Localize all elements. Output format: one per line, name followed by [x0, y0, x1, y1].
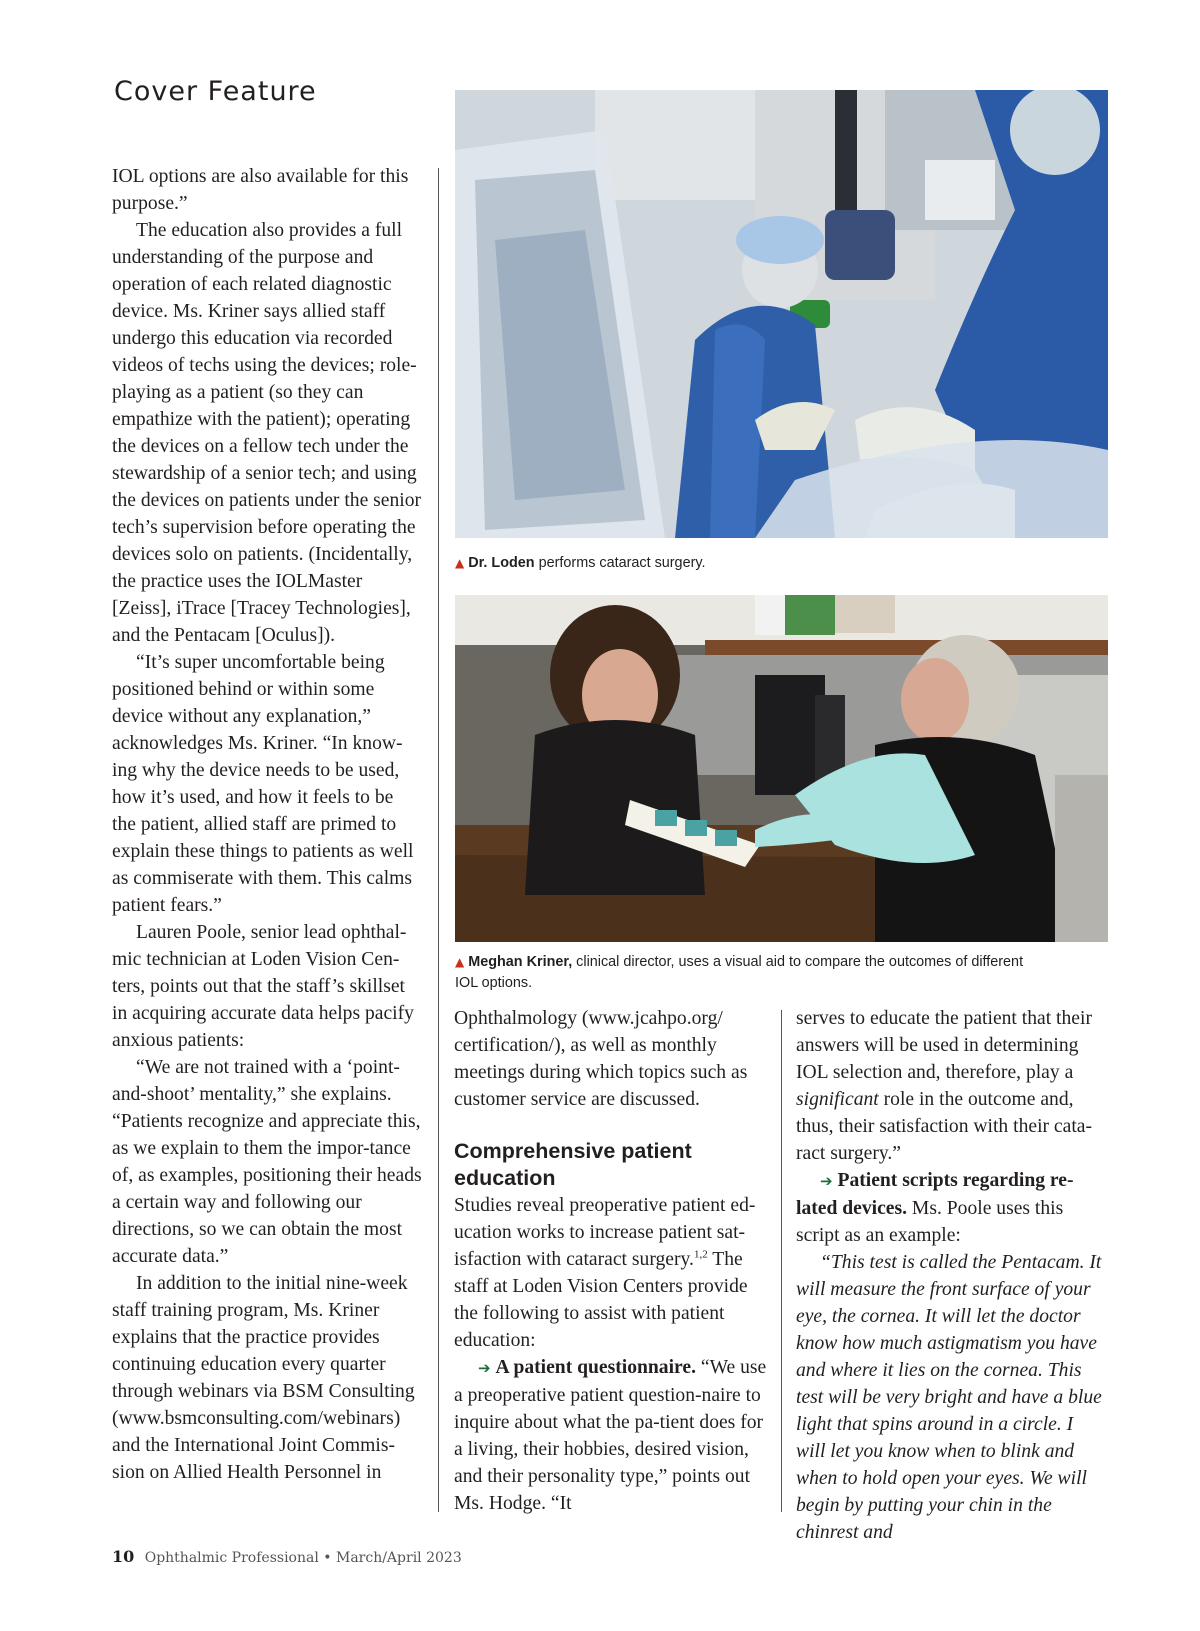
- paragraph: “It’s super uncomfortable being positioned behind or within some device without any explanation,” acknowledges Ms. Kriner. “In know-ing why the device needs to be used, how it’s used, and how it feels to be the patient, allied staff are primed to explain these things to patients as well as commiserate with them. This calms patient fears.”: [112, 652, 414, 916]
- publication-name: Ophthalmic Professional: [144, 1550, 319, 1566]
- article-column-1: [112, 163, 422, 1486]
- paragraph: “We are not trained with a ‘point-and-shoot’ mentality,” she explains. “Patients recognize and appreciate this, as we explain to them the impor-tance of, as examples, positioning their heads a certain way and following our directions, so we can obtain the most accurate data.”: [112, 1057, 422, 1267]
- paragraph: ➔ A patient questionnaire. “We use a preoperative patient question-naire to inquire about what the pa-tient does for a living, their hobbies, desired vision, and their personality type,” points out Ms. Hodge. “It: [454, 1357, 767, 1514]
- paragraph: ➔ Patient scripts regarding re-lated devices. Ms. Poole uses this script as an example:: [796, 1170, 1074, 1246]
- article-column-2: [454, 1005, 770, 1517]
- citation-superscript: 1,2: [693, 1248, 708, 1261]
- consultation-photo: [455, 595, 1108, 942]
- page-footer: [112, 1547, 462, 1566]
- photo-caption: ▲ Meghan Kriner, clinical director, uses a visual aid to compare the outcomes of different IOL options.: [455, 954, 1024, 991]
- paragraph: IOL options are also available for this purpose.”: [112, 166, 409, 214]
- script-quote: “This test is called the Pentacam. It will measure the front surface of your eye, the cornea. It will let the doctor know how much astigmatism you have and where it lies on the cornea. This test will be very bright and have a blue light that spins around in a circle. I will let you know when to blink and when to hold open your eyes. We will begin by putting your chin in the chinrest and: [796, 1252, 1102, 1543]
- article-column-3: [796, 1005, 1106, 1546]
- surgery-photo: [455, 90, 1108, 538]
- caption-triangle-icon: ▲: [455, 556, 465, 570]
- arrow-bullet-icon: ➔: [820, 1172, 833, 1190]
- paragraph: The education also provides a full understanding of the purpose and operation of each related diagnostic device. Ms. Kriner says allied staff undergo this education via recorded videos of techs using the devices; role-playing as a patient (so they can empathize with the patient); operating the devices on a fellow tech under the stewardship of a senior tech; and using the devices on patients under the senior tech’s supervision before operating the devices solo on patients. (Incidentally, the practice uses the IOLMaster [Zeiss], iTrace [Tracey Technologies], and the Pentacam [Oculus]).: [112, 220, 422, 646]
- arrow-bullet-icon: ➔: [478, 1359, 491, 1377]
- caption-triangle-icon: ▲: [455, 955, 465, 969]
- column-rule: [781, 1010, 782, 1512]
- photo-caption: ▲ Dr. Loden performs cataract surgery.: [455, 555, 706, 571]
- column-rule: [438, 168, 439, 1512]
- paragraph: In addition to the initial nine-week staff training program, Ms. Kriner explains that the practice provides continuing education every quarter through webinars via BSM Consulting (www.bsmconsulting.com/webinars) and the International Joint Commis-sion on Allied Health Personnel in: [112, 1273, 415, 1483]
- paragraph: Studies reveal preoperative patient ed-ucation works to increase patient sat-isfaction with cataract surgery.$^{1,2}$ The staff at Loden Vision Centers provide the following to assist with patient education:: [454, 1195, 756, 1351]
- issue-date: March/April 2023: [335, 1550, 462, 1566]
- footer-separator: •: [323, 1550, 332, 1566]
- section-subhead: Comprehensive patient education: [454, 1139, 692, 1190]
- paragraph: Ophthalmology (www.jcahpo.org/ certification/), as well as monthly meetings during which topics such as customer service are discussed.: [454, 1008, 748, 1110]
- paragraph: Lauren Poole, senior lead ophthal-mic technician at Loden Vision Cen-ters, points out that the staff’s skillset in acquiring accurate data helps pacify anxious patients:: [112, 922, 414, 1051]
- section-title: Cover Feature: [114, 76, 317, 107]
- paragraph: serves to educate the patient that their answers will be used in determining IOL selection and, therefore, play a significant role in the outcome and, thus, their satisfaction with their cata-ract surgery.”: [796, 1008, 1092, 1164]
- page-number: 10: [112, 1547, 135, 1566]
